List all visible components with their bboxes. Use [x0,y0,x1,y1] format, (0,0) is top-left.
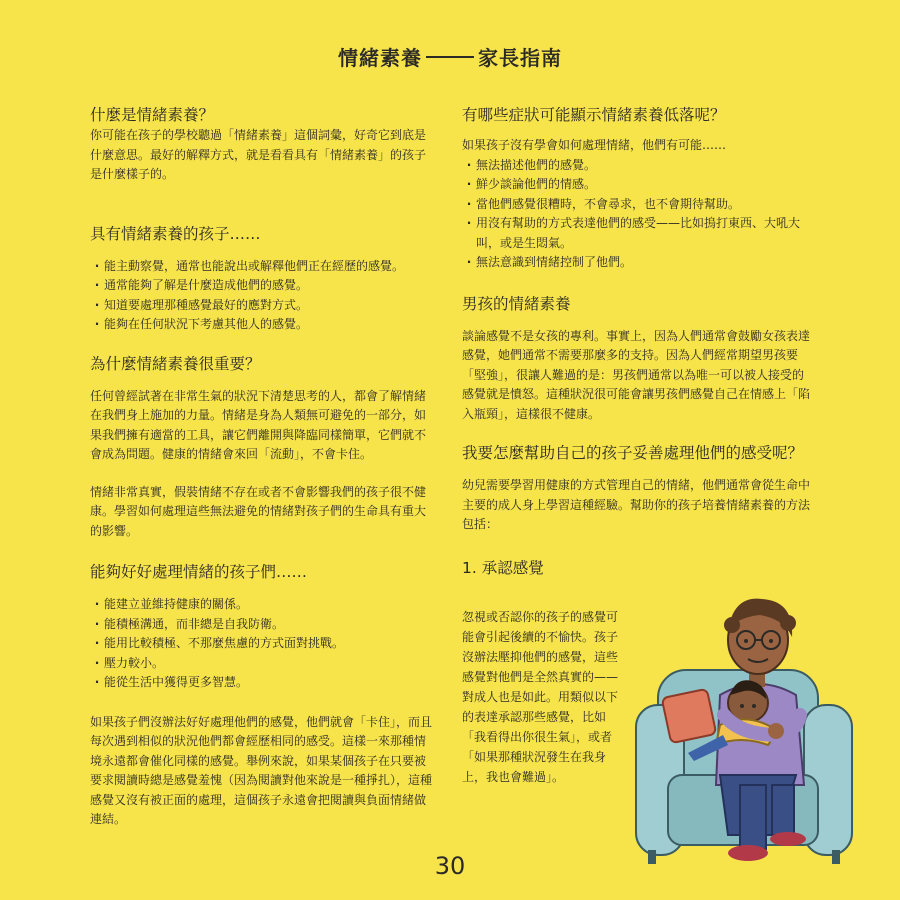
what-heading: 什麼是情緒素養？ [90,106,215,124]
list-item: · 壓力較小。 [90,654,435,674]
symptoms-intro: 如果孩子沒有學會如何處理情緒，他們有可能…… [462,138,727,152]
able-list [90,595,435,693]
title-right: 家長指南 [478,46,562,70]
why-text-2: 情緒非常真實，假裝情緒不存在或者不會影響我們的孩子很不健康。學習如何處理這些無法避免的情緒對孩子們的生命具有重大的影響。 [90,484,427,538]
list-item: · 能積極溝通，而非總是自我防衛。 [90,615,435,635]
having-list [90,257,435,335]
help-heading: 我要怎麼幫助自己的孩子妥善處理他們的感受呢？ [462,444,804,462]
what-text: 你可能在孩子的學校聽過「情緒素養」這個詞彙，好奇它到底是什麼意思。最好的解釋方式，就是看看具有「情緒素養」的孩子是什麼樣子的。 [90,128,427,181]
step1-heading: 1. 承認感覺 [462,558,544,577]
list-item: · 無法描述他們的感覺。 [462,156,812,176]
parent-child-illustration [628,585,860,870]
list-item: · 能主動察覺，通常也能說出或解釋他們正在經歷的感覺。 [90,257,435,277]
left-column [90,104,435,830]
boys-heading: 男孩的情緒素養 [462,294,571,313]
list-item: · 能用比較積極、不那麼焦慮的方式面對挑戰。 [90,634,435,654]
symptoms-list [462,156,812,273]
list-item: · 當他們感覺很糟時，不會尋求，也不會期待幫助。 [462,195,812,215]
title-left: 情緒素養 [338,46,422,70]
list-item: · 鮮少談論他們的情感。 [462,175,812,195]
help-text: 幼兒需要學習用健康的方式管理自己的情緒，他們通常會從生命中主要的成人身上學習這種經驗。幫助你的孩子培養情緒素養的方法包括： [462,478,811,531]
why-heading: 為什麼情緒素養很重要？ [90,354,261,373]
page-number: 30 [434,852,466,880]
able-heading: 能夠好好處理情緒的孩子們…… [90,563,308,581]
having-heading: 具有情緒素養的孩子…… [90,224,261,243]
list-item: · 知道要處理那種感覺最好的應對方式。 [90,296,435,316]
step1-text: 忽視或否認你的孩子的感覺可能會引起後續的不愉快。孩子沒辦法壓抑他們的感覺，這些感覺對他們是全然真實的——對成人也是如此。用類似以下的表達承認那些感覺，比如「我看得出你很生氣」，或者「如果那種狀況發生在我身上，我也會難過」。 [462,610,619,784]
page-title [0,42,900,71]
stuck-text: 如果孩子們沒辦法好好處理他們的感覺，他們就會「卡住」，而且每次遇到相似的狀況他們都會經歷相同的感受。這樣一來那種情境永遠都會催化同樣的感覺。舉例來說，如果某個孩子在只要被要求閱讀時總是感覺羞愧（因為閱讀對他來說是一種掙扎），這種感覺又沒有被正面的處理，這個孩子永遠會把閱讀與負面情緒做連結。 [90,714,433,826]
boys-text: 談論感覺不是女孩的專利。事實上，因為人們通常會鼓勵女孩表達感覺，她們通常不需要那麼多的支持。因為人們經常期望男孩要「堅強」，很讓人難過的是：男孩們通常以為唯一可以被人接受的感覺就是憤怒。這種狀況很可能會讓男孩們感覺自己在情感上「陷入瓶頸」，這樣很不健康。 [462,328,811,421]
list-item: · 能建立並維持健康的關係。 [90,595,435,615]
title-dash [426,56,474,58]
list-item: · 能從生活中獲得更多智慧。 [90,673,435,693]
list-item: · 用沒有幫助的方式表達他們的感受——比如摀打東西、大吼大叫，或是生悶氣。 [462,214,812,253]
list-item: · 能夠在任何狀況下考慮其他人的感覺。 [90,315,435,335]
symptoms-heading: 有哪些症狀可能顯示情緒素養低落呢？ [462,106,726,124]
list-item: · 無法意識到情緒控制了他們。 [462,253,812,273]
why-text-1: 任何曾經試著在非常生氣的狀況下清楚思考的人，都會了解情緒在我們身上施加的力量。情緒是身為人類無可避免的一部分，如果我們擁有適當的工具，讓它們離開與降臨同樣簡單，它們就不會成為問題。健康的情緒會來回「流動」，不會卡住。 [90,388,427,461]
step1-body [462,607,624,787]
right-column [462,104,812,579]
list-item: · 通常能夠了解是什麼造成他們的感覺。 [90,276,435,296]
